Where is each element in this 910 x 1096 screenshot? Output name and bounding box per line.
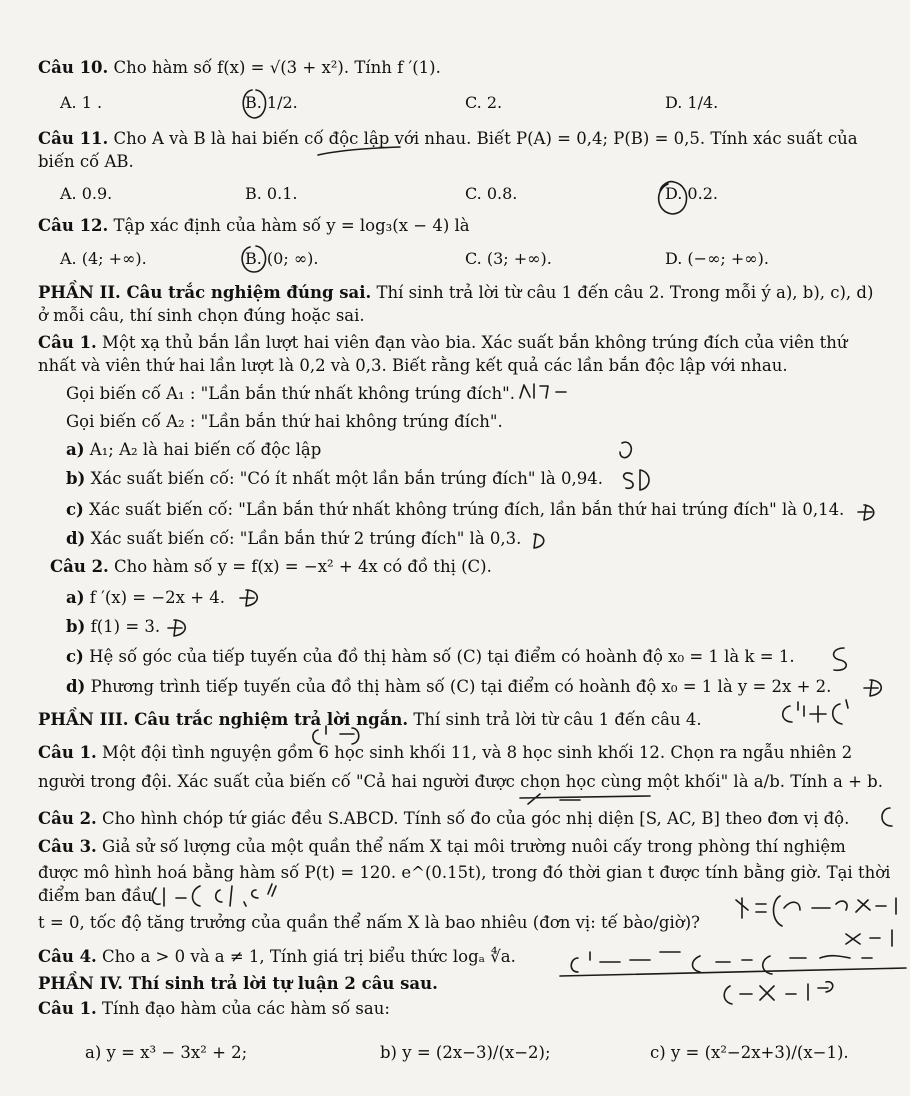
q10-option-b: B. 1/2. — [245, 93, 298, 112]
item-text: A₁; A₂ là hai biến cố độc lập — [89, 440, 322, 459]
scribble-combination — [783, 700, 848, 724]
scribble-fraction-bar — [560, 968, 906, 976]
scribble-derivative-2 — [784, 898, 896, 914]
mark-q2-c — [834, 648, 847, 670]
part2-q1-event-a2: Gọi biến cố A₂ : "Lần bắn thứ hai không trúng đích". — [66, 412, 503, 431]
mark-q1-d — [534, 534, 544, 548]
part3-q2-label: Câu 2. — [38, 809, 97, 828]
q11-text: Cho A và B là hai biến cố độc lập với nhau. Biết P(A) = 0,4; P(B) = 0,5. Tính xác suất của — [113, 129, 858, 148]
part2-q1-event-a1: Gọi biến cố A₁ : "Lần bắn thứ nhất không trúng đích". — [66, 384, 515, 403]
part3-q3-text-3: điểm ban đầu — [38, 886, 153, 905]
part3-q4-text: Cho a > 0 và a ≠ 1, Tính giá trị biểu thức logₐ ∜a. — [102, 947, 516, 966]
part3-q3-text: Giả sử số lượng của một quần thể nấm X tại môi trường nuôi cấy trong phòng thí nghiệm — [102, 837, 846, 856]
q11-option-b: B. 0.1. — [245, 184, 298, 203]
part2-q1-text: Một xạ thủ bắn lần lượt hai viên đạn vào bia. Xác suất bắn không trúng đích của viên thứ — [102, 333, 848, 352]
part3-q1-text-2: người trong đội. Xác suất của biến cố "Cả hai người được chọn học cùng một khối" là a/b. Tính a + b. — [38, 772, 883, 791]
mark-q1-c — [858, 505, 874, 520]
scribble-derivative-4 — [571, 952, 872, 974]
q11-label: Câu 11. — [38, 129, 109, 148]
mark-q1-b — [624, 470, 649, 490]
q12-option-b: B. (0; ∞). — [245, 249, 319, 268]
item-text: f ′(x) = −2x + 4. — [89, 588, 226, 607]
part2-heading: PHẦN II. Câu trắc nghiệm đúng sai. — [38, 283, 372, 302]
item-text: Xác suất biến cố: "Lần bắn thứ nhất không trúng đích, lần bắn thứ hai trúng đích" là 0,14. — [89, 500, 845, 519]
item-label: c) — [66, 647, 84, 666]
q12-option-a: A. (4; +∞). — [60, 249, 147, 268]
part3-q3-label: Câu 3. — [38, 837, 97, 856]
q10-option-d: D. 1/4. — [665, 93, 719, 112]
scribble-derivative-1 — [736, 896, 782, 926]
mark-q2-b — [168, 620, 185, 636]
q10-label: Câu 10. — [38, 58, 109, 77]
part4-q1-text: Tính đạo hàm của các hàm số sau: — [102, 999, 390, 1018]
item-label: a) — [66, 440, 85, 459]
scribble-q1 — [313, 726, 359, 744]
part4-heading: PHẦN IV. Thí sinh trả lời tự luận 2 câu sau. — [38, 974, 438, 993]
circle-q11-d — [659, 182, 687, 214]
item-label: d) — [66, 529, 86, 548]
item-label: d) — [66, 677, 86, 696]
part3-q4-label: Câu 4. — [38, 947, 97, 966]
part2-q1-label: Câu 1. — [38, 333, 97, 352]
q11-option-d: D. 0.2. — [665, 184, 718, 203]
item-text: Phương trình tiếp tuyến của đồ thị hàm số (C) tại điểm có hoành độ x₀ = 1 là y = 2x + 2. — [90, 677, 832, 696]
item-label: b) — [66, 469, 86, 488]
q12-text: Tập xác định của hàm số y = log₃(x − 4) là — [113, 216, 470, 235]
mark-q1-a — [620, 442, 631, 457]
q10-option-a: A. 1 . — [60, 93, 103, 112]
q10-text: Cho hàm số f(x) = √(3 + x²). Tính f ′(1). — [113, 58, 441, 77]
item-label: b) — [66, 617, 86, 636]
scribble-derivative-3 — [846, 930, 892, 946]
item-label: b) — [380, 1043, 397, 1062]
item-text: y = (2x−3)/(x−2); — [402, 1043, 551, 1062]
item-text: y = x³ − 3x² + 2; — [106, 1043, 248, 1062]
part3-q1-text: Một đội tình nguyện gồm 6 học sinh khối 11, và 8 học sinh khối 12. Chọn ra ngẫu nhiên 2 — [102, 743, 853, 762]
item-text: y = (x²−2x+3)/(x−1). — [670, 1043, 849, 1062]
circle-q12-b — [242, 246, 265, 272]
item-text: f(1) = 3. — [90, 617, 161, 636]
part2-q2-label: Câu 2. — [50, 557, 109, 576]
underline-q11 — [318, 147, 400, 155]
q10-option-c: C. 2. — [465, 93, 503, 112]
scribble-a1 — [520, 384, 566, 398]
circle-q10-b — [243, 90, 265, 118]
part2-intro: Thí sinh trả lời từ câu 1 đến câu 2. Trong mỗi ý a), b), c), d) — [376, 283, 874, 302]
scribble-q2-answer — [882, 808, 892, 826]
mark-q2-a — [240, 590, 257, 606]
part3-q3-text-2: được mô hình hoá bằng hàm số P(t) = 120. e^(0.15t), trong đó thời gian t được tính bằng giờ. Tại thời — [38, 863, 891, 882]
mark-q2-d — [864, 680, 881, 696]
part3-q1-label: Câu 1. — [38, 743, 97, 762]
part2-intro-2: ở mỗi câu, thí sinh chọn đúng hoặc sai. — [38, 306, 365, 325]
item-label: a) — [85, 1043, 102, 1062]
part3-intro: Thí sinh trả lời từ câu 1 đến câu 4. — [413, 710, 702, 729]
part4-q1-label: Câu 1. — [38, 999, 97, 1018]
q12-option-d: D. (−∞; +∞). — [665, 249, 769, 268]
q11-option-a: A. 0.9. — [60, 184, 113, 203]
q11-option-c: C. 0.8. — [465, 184, 518, 203]
part3-q3-text-4: t = 0, tốc độ tăng trưởng của quần thể nấm X là bao nhiêu (đơn vị: tế bào/giờ)? — [38, 913, 700, 932]
part2-q2-text: Cho hàm số y = f(x) = −x² + 4x có đồ thị (C). — [114, 557, 492, 576]
q11-text-2: biến cố AB. — [38, 152, 134, 171]
item-label: a) — [66, 588, 85, 607]
scribble-exponential — [153, 884, 276, 906]
item-text: Xác suất biến cố: "Lần bắn thứ 2 trúng đích" là 0,3. — [90, 529, 522, 548]
scribble-q2 — [520, 794, 650, 804]
item-label: c) — [650, 1043, 666, 1062]
item-label: c) — [66, 500, 84, 519]
part3-q2-text: Cho hình chóp tứ giác đều S.ABCD. Tính số đo của góc nhị diện [S, AC, B] theo đơn vị độ. — [102, 809, 850, 828]
part3-heading: PHẦN III. Câu trắc nghiệm trả lời ngắn. — [38, 710, 409, 729]
q12-label: Câu 12. — [38, 216, 109, 235]
part2-q1-text-2: nhất và viên thứ hai lần lượt là 0,2 và 0,3. Biết rằng kết quả các lần bắn độc lập với nhau. — [38, 356, 788, 375]
q12-option-c: C. (3; +∞). — [465, 249, 552, 268]
item-text: Xác suất biến cố: "Có ít nhất một lần bắn trúng đích" là 0,94. — [90, 469, 603, 488]
scribble-derivative-5 — [724, 982, 833, 1004]
item-text: Hệ số góc của tiếp tuyến của đồ thị hàm số (C) tại điểm có hoành độ x₀ = 1 là k = 1. — [89, 647, 795, 666]
